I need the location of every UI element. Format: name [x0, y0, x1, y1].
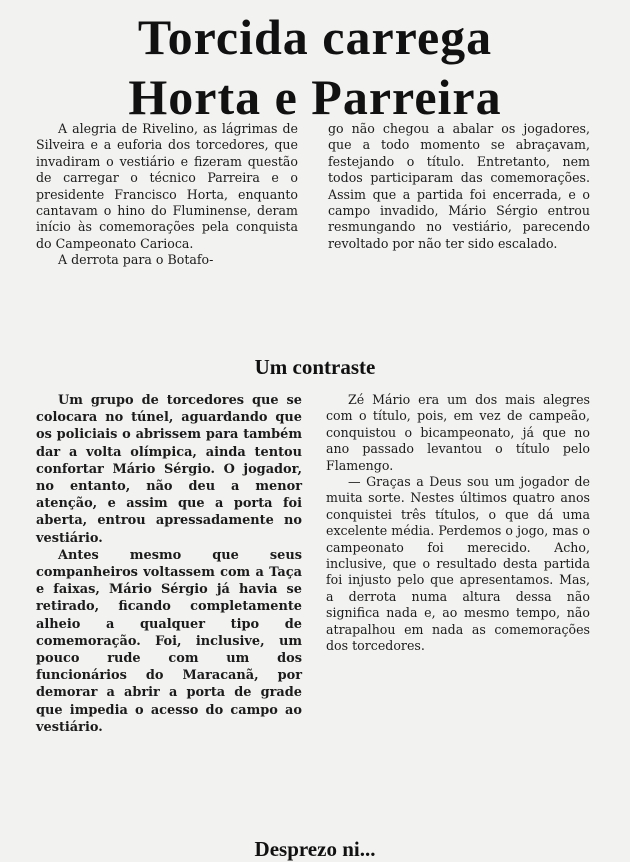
bottom-right-paragraph-1: Zé Mário era um dos mais alegres com o título, pois, em vez de campeão, conquistou o bicampeonato, já que no ano passado levantou o título pelo Flamengo. [326, 392, 590, 473]
bottom-right-paragraph-2: — Graças a Deus sou um jogador de muita sorte. Nestes últimos quatro anos conquistei três títulos, o que dá uma excelente média. Perdemos o jogo, mas o campeonato foi merecido. Acho, inclusive, que o resultado desta partida foi injusto pelo que apresentamos. Mas, a derrota numa altura dessa não significa nada e, ao mesmo tempo, não atrapalhou em nada as comemorações dos torcedores. [326, 474, 590, 654]
headline-line-2: Horta e Parreira [128, 69, 502, 125]
headline-line-1: Torcida carrega [137, 9, 493, 65]
top-right-column [328, 121, 590, 252]
top-left-paragraph-1: A alegria de Rivelino, as lágrimas de Silveira e a euforia dos torcedores, que invadiram o vestiário e fizeram questão de carregar o técnico Parreira e o presidente Francisco Horta, enquanto cantavam o hino do Fluminense, deram início às comemorações pela conquista do Campeonato Carioca. [36, 121, 298, 251]
bottom-left-paragraph-2: Antes mesmo que seus companheiros voltassem com a Taça e faixas, Mário Sérgio já havia se retirado, ficando completamente alheio a qualquer tipo de comemoração. Foi, inclusive, um pouco rude com um dos funcionários do Maracanã, por demorar a abrir a porta de grade que impedia o acesso do campo ao vestiário. [36, 547, 302, 735]
top-left-paragraph-2: A derrota para o Botafo- [58, 252, 214, 268]
bottom-right-column [326, 392, 590, 655]
subheading-contraste: Um contraste [254, 355, 376, 379]
top-left-column [36, 121, 298, 269]
next-heading-cut-off: Desprezo ni... [254, 837, 376, 861]
bottom-left-paragraph-1: Um grupo de torcedores que se colocara no túnel, aguardando que os policiais o abrissem para também dar a volta olímpica, ainda tentou confortar Mário Sérgio. O jogador, no entanto, não deu a menor atenção, e assim que a porta foi aberta, entrou apressadamente no vestiário. [36, 393, 302, 546]
top-right-paragraph-1: go não chegou a abalar os jogadores, que a todo momento se abraçavam, festejando o título. Entretanto, nem todos participaram das comemorações. Assim que a partida foi encerrada, e o campo invadido, Mário Sérgio entrou resmungando no vestiário, parecendo revoltado por não ter sido escalado. [328, 121, 590, 251]
bottom-left-column [36, 392, 302, 736]
